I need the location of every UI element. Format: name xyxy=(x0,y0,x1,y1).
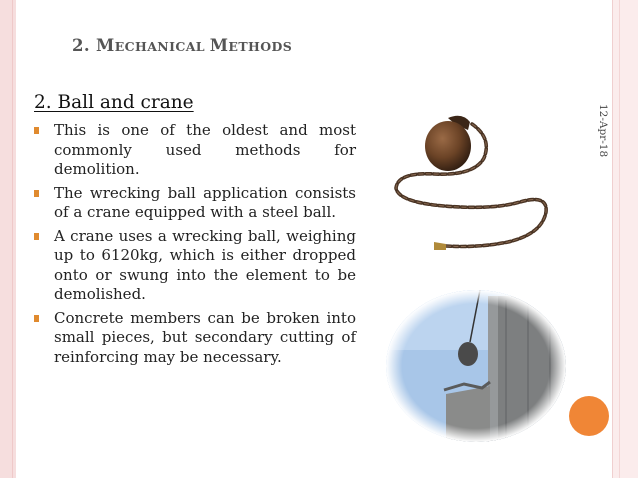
subheading: 2. Ball and crane xyxy=(34,92,194,113)
bullet-marker-icon xyxy=(34,127,39,134)
accent-dot xyxy=(569,396,609,436)
bullet-marker-icon xyxy=(34,190,39,197)
crane-demolition-photo xyxy=(386,290,566,442)
bullet-marker-icon xyxy=(34,315,39,322)
bullet-list xyxy=(34,121,356,371)
heading-letter-1: M xyxy=(96,36,115,55)
wrecking-ball-chain-image xyxy=(388,110,566,262)
bullet-item: A crane uses a wrecking ball, weighing up to 6120kg, which is either dropped onto or swung into the element to be demolished. xyxy=(34,227,356,305)
heading-rest-1: ECHANICAL xyxy=(114,39,210,54)
heading-number: 2. xyxy=(72,36,91,55)
bullet-marker-icon xyxy=(34,233,39,240)
left-border xyxy=(0,0,16,478)
bullet-item: This is one of the oldest and most commonly used methods for demolition. xyxy=(34,121,356,180)
heading-rest-2: ETHODS xyxy=(228,39,293,54)
heading-letter-2: M xyxy=(209,36,229,55)
bullet-item: Concrete members can be broken into small pieces, but secondary cutting of reinforcing may be necessary. xyxy=(34,309,356,368)
right-border xyxy=(612,0,638,478)
bullet-item: The wrecking ball application consists of a crane equipped with a steel ball. xyxy=(34,184,356,223)
slide-heading xyxy=(72,36,292,55)
date-label: 12-Apr-18 xyxy=(597,104,609,158)
